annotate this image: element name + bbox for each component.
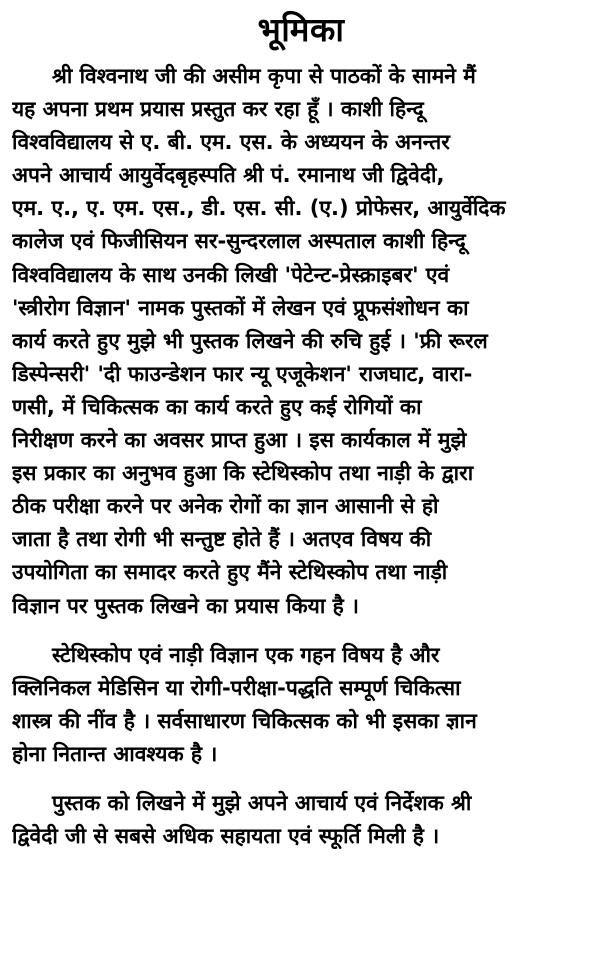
text-line: द्विवेदी जी से सबसे अधिक सहायता एवं स्फूर्ति मिली है ।	[12, 824, 440, 849]
paragraph-1	[12, 60, 590, 623]
text-line: क्लिनिकल मेडिसिन या रोगी-परीक्षा-पद्धति सम्पूर्ण चिकित्सा	[12, 675, 461, 700]
text-line: अपने आचार्य आयुर्वेदबृहस्पति श्री पं. रमानाथ जी द्विवेदी,	[12, 163, 445, 188]
text-line: विश्वविद्यालय से ए. बी. एम. एस. के अध्ययन के अनन्तर	[12, 130, 450, 155]
text-line: श्री विश्वनाथ जी की असीम कृपा से पाठकों के सामने मैं	[52, 64, 476, 88]
text-line: पुस्तक को लिखने में मुझे अपने आचार्य एवं निर्देशक श्री	[52, 790, 472, 815]
paragraph-3	[12, 787, 590, 853]
text-line: शास्त्र की नींव है । सर्वसाधारण चिकित्सक को भी इसका ज्ञान	[12, 708, 477, 733]
text-line: ठीक परीक्षा करने पर अनेक रोगों का ज्ञान आसानी से हो	[12, 494, 439, 519]
text-line: एम. ए., ए. एम. एस., डी. एस. सी. (ए.) प्रोफेसर, आयुर्वेदिक	[12, 196, 506, 221]
text-line: 'स्त्रीरोग विज्ञान' नामक पुस्तकों में लेखन एवं प्रूफसंशोधन का	[12, 295, 469, 320]
page-title: भूमिका	[257, 10, 345, 49]
text-line: डिस्पेन्सरी' 'दी फाउन्डेशन फार न्यू एजूकेशन' राजघाट, वारा-	[12, 361, 473, 386]
text-line: णसी, में चिकित्सक का कार्य करते हुए कई रोगियों का	[12, 394, 422, 419]
text-line: विज्ञान पर पुस्तक लिखने का प्रयास किया है ।	[12, 593, 360, 618]
text-line: जाता है तथा रोगी भी सन्तुष्ट होते हैं । अतएव विषय की	[12, 527, 432, 552]
paragraph-spacer	[12, 623, 590, 639]
text-line: उपयोगिता का समादर करते हुए मैंने स्टेथिस्कोप तथा नाड़ी	[12, 560, 448, 585]
paragraph-2	[12, 639, 590, 771]
text-line: इस प्रकार का अनुभव हुआ कि स्टेथिस्कोप तथा नाड़ी के द्वारा	[12, 461, 474, 486]
text-line: स्टेथिस्कोप एवं नाड़ी विज्ञान एक गहन विषय है और	[52, 642, 440, 667]
text-line: कालेज एवं फिजीसियन सर-सुन्दरलाल अस्पताल काशी हिन्दू	[12, 229, 466, 254]
text-line: निरीक्षण करने का अवसर प्राप्त हुआ । इस कार्यकाल में मुझे	[12, 428, 467, 453]
text-line: होना नितान्त आवश्यक है ।	[12, 741, 218, 766]
text-line: कार्य करते हुए मुझे भी पुस्तक लिखने की रुचि हुई । 'फ्री रूरल	[12, 328, 488, 353]
text-line: यह अपना प्रथम प्रयास प्रस्तुत कर रहा हूँ । काशी हिन्दू	[12, 97, 424, 122]
paragraph-spacer	[12, 771, 590, 787]
text-line: विश्वविद्यालय के साथ उनकी लिखी 'पेटेन्ट-प्रेस्क्राइबर' एवं	[12, 262, 450, 287]
